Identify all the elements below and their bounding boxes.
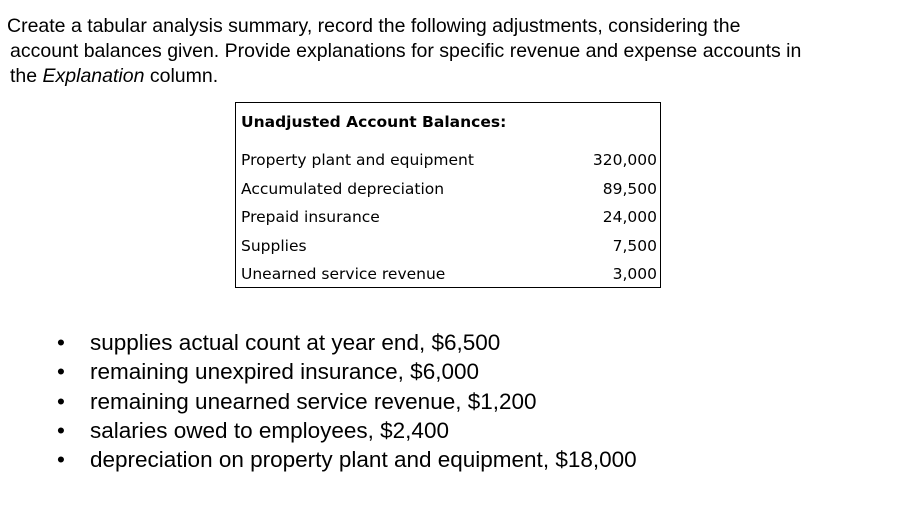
account-name: Supplies [241,236,307,255]
account-name: Unearned service revenue [241,265,446,284]
account-amount: 24,000 [602,208,657,227]
balances-rows [236,146,660,289]
instructions [7,14,917,89]
bullet-icon: • [57,330,65,355]
table-row [236,232,660,261]
table-row [236,203,660,232]
explanation-emphasis: Explanation [42,65,145,87]
adjustment-text: salaries owed to employees, $2,400 [90,417,449,443]
account-amount: 320,000 [592,151,657,169]
account-amount: 3,000 [612,265,657,284]
instructions-line-2: account balances given. Provide explanations for specific revenue and expense accounts in [10,40,802,62]
instructions-line-3 [7,64,917,89]
instructions-line-3-start: the [10,65,43,87]
unadjusted-balances-table [235,102,661,288]
table-row [236,146,660,175]
instructions-line-3-end: column. [144,65,219,87]
adjustment-text: supplies actual count at year end, $6,500 [90,330,501,355]
account-name: Prepaid insurance [241,208,380,227]
adjustment-text: remaining unexpired insurance, $6,000 [90,359,480,385]
bullet-icon: • [57,388,65,414]
account-amount: 7,500 [612,236,657,255]
account-amount: 89,500 [602,179,657,198]
table-row [236,260,660,289]
bullet-icon: • [57,359,65,385]
balances-title: Unadjusted Account Balances: [241,113,507,131]
instructions-line-1: Create a tabular analysis summary, record the following adjustments, considering the [7,15,741,37]
adjustment-text: remaining unearned service revenue, $1,200 [90,388,537,414]
bullet-icon: • [57,447,65,473]
table-row [236,175,660,204]
account-name: Property plant and equipment [241,151,474,169]
account-name: Accumulated depreciation [241,179,445,198]
bullet-icon: • [57,417,65,443]
adjustment-text: depreciation on property plant and equipment, $18,000 [90,447,637,473]
